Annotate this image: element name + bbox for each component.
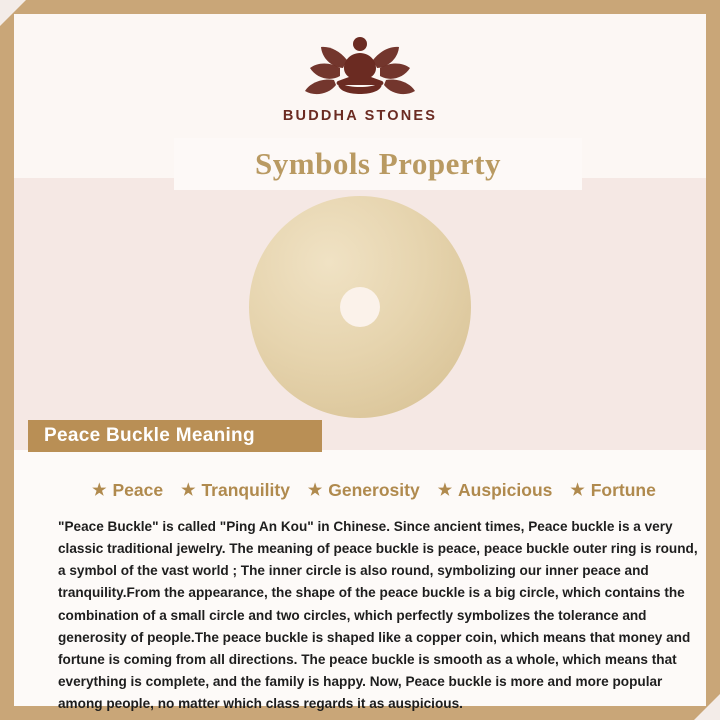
keyword-item (570, 480, 655, 501)
brand-logo (14, 28, 706, 124)
description-paragraph: "Peace Buckle" is called "Ping An Kou" in Chinese. Since ancient times, Peace buckle is a very classic traditional jewelry. The meaning of peace buckle is peace, peace buckle outer ring is round, a symbol of the vast world ; The inner circle is also round, symbolizing our inner peace and tranquility.From the appearance, the shape of the peace buckle is a big circle, which contains the combination of a small circle and two circles, which perfectly symbolizes the tolerance and generosity of people.The peace buckle is shaped like a copper coin, which means that money and fortune is coming from all directions. The peace buckle is smooth as a whole, which means that everything is complete, and the family is happy. Now, Peace buckle is more and more popular among people, no matter which class regards it as auspicious. (58, 519, 698, 712)
content-panel (14, 14, 706, 712)
keyword-list (28, 480, 720, 501)
keyword-item (308, 480, 420, 501)
star-icon: ★ (307, 481, 323, 499)
peace-buckle-disc (249, 196, 471, 418)
page-title (174, 138, 582, 190)
keyword-item (92, 480, 163, 501)
keyword-label: Tranquility (201, 480, 290, 500)
star-icon: ★ (437, 481, 453, 499)
keyword-item (438, 480, 553, 501)
keyword-label: Peace (112, 480, 164, 500)
lotus-meditation-icon (285, 28, 435, 104)
peace-buckle-hole (340, 287, 380, 327)
page-title-text: Symbols Property (255, 146, 501, 181)
section-header-bar (28, 420, 322, 452)
keyword-item (181, 480, 290, 501)
star-icon: ★ (92, 481, 107, 499)
illustration-area (14, 196, 706, 426)
keyword-label: Fortune (590, 480, 656, 500)
section-header-label: Peace Buckle Meaning (44, 425, 255, 446)
star-icon: ★ (181, 481, 196, 499)
star-icon: ★ (570, 481, 585, 499)
brand-name: BUDDHA STONES (282, 108, 438, 124)
keyword-label: Auspicious (458, 480, 553, 500)
keyword-label: Generosity (328, 480, 420, 500)
